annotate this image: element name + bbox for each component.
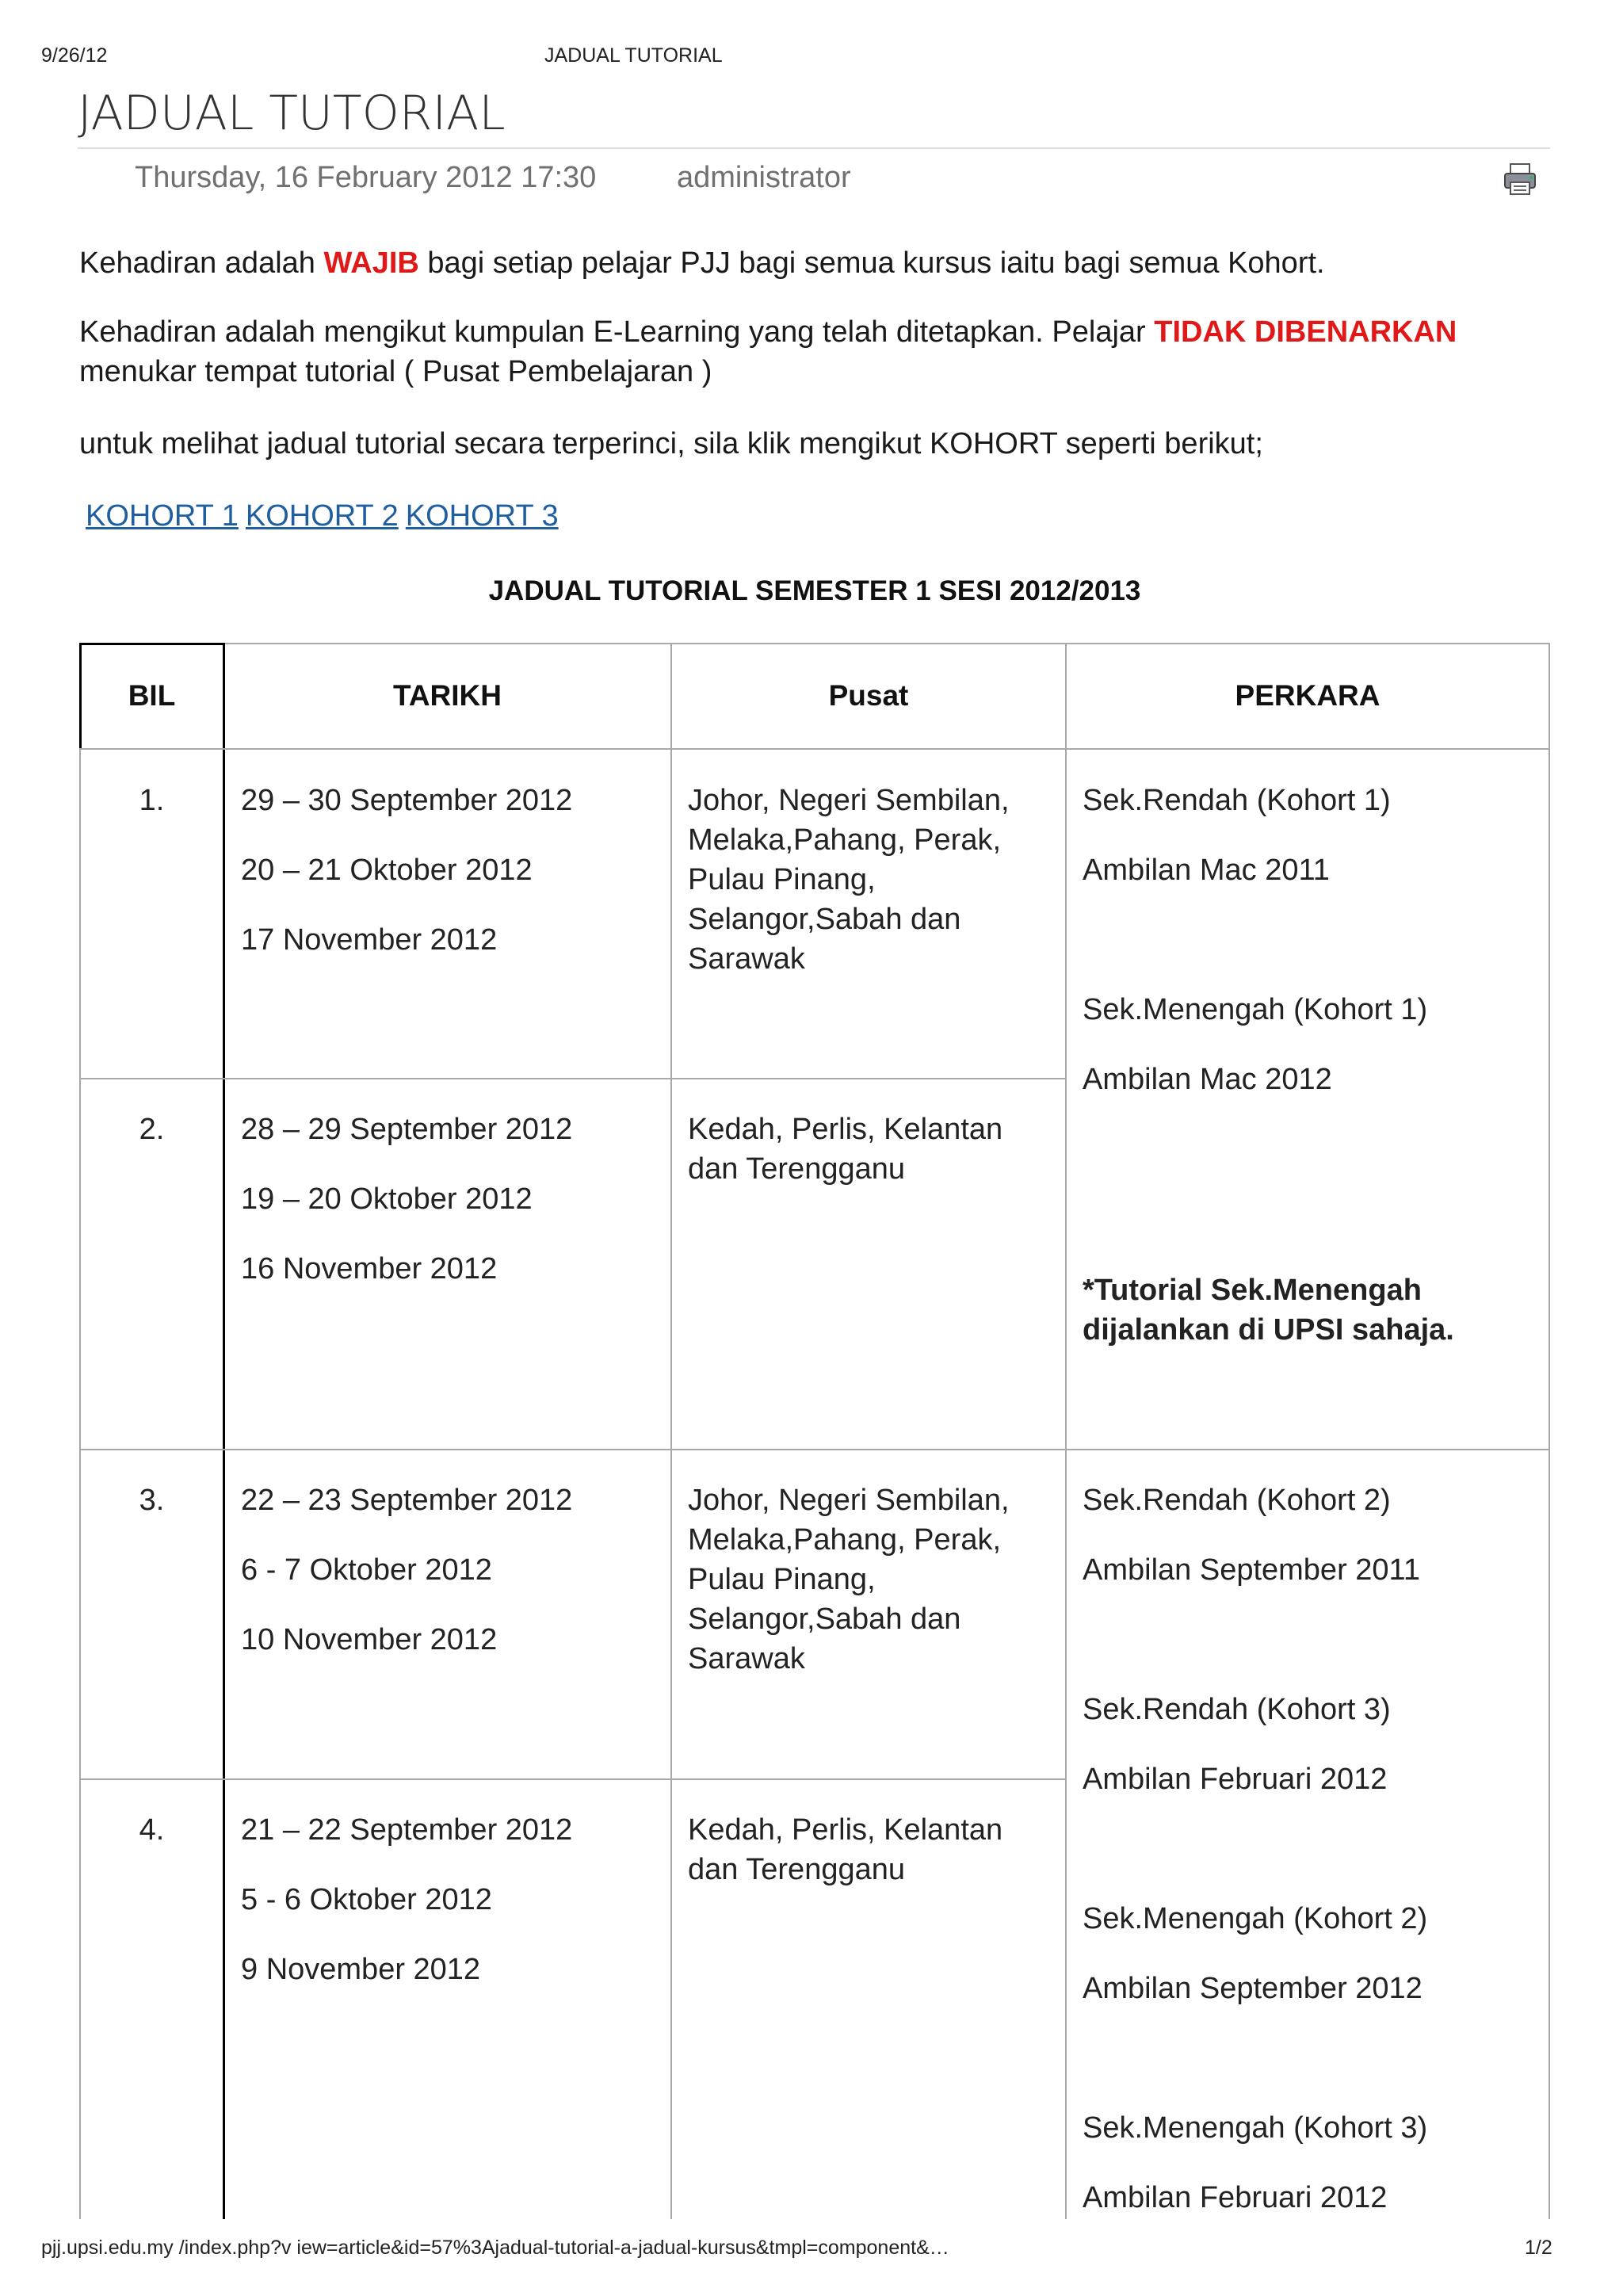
perkara-note-line-1: *Tutorial Sek.Menengah <box>1083 1274 1422 1307</box>
row-1-pusat-line: Sarawak <box>688 942 805 976</box>
article-author: administrator <box>677 161 851 194</box>
p1-emphasis: WAJIB <box>323 246 419 280</box>
p1-text-a: Kehadiran adalah <box>79 246 324 280</box>
attendance-paragraph <box>79 243 1553 283</box>
row-1-dates <box>241 781 572 990</box>
row-2-date-1: 28 – 29 September 2012 <box>241 1113 573 1146</box>
header-bil: BIL <box>128 679 176 712</box>
row-4-dates <box>241 1810 572 2019</box>
row-3-pusat-line: Selangor,Sabah dan <box>688 1603 961 1636</box>
header-divider <box>79 748 1550 750</box>
row-3-pusat <box>688 1480 1060 1679</box>
row-3-pusat-line: Melaka,Pahang, Perak, <box>688 1523 1002 1557</box>
row-2-pusat-line: Kedah, Perlis, Kelantan <box>688 1113 1003 1146</box>
row-2-pusat <box>688 1110 1060 1189</box>
row-1-bil: 1. <box>139 784 165 817</box>
row-4-pusat-line: Kedah, Perlis, Kelantan <box>688 1813 1003 1847</box>
row-1-date-1: 29 – 30 September 2012 <box>241 784 573 817</box>
row-3-pusat-line: Pulau Pinang, <box>688 1563 876 1596</box>
row-3-date-1: 22 – 23 September 2012 <box>241 1484 573 1517</box>
table-divider-tarikh <box>670 643 672 2296</box>
group-paragraph <box>79 312 1553 392</box>
row-3-bil: 3. <box>139 1484 165 1517</box>
perkara-note <box>1083 1270 1454 1350</box>
header-pusat: Pusat <box>828 679 909 712</box>
table-divider-pusat <box>1065 643 1067 2296</box>
row-2-dates <box>241 1110 572 1319</box>
p2-text-a: Kehadiran adalah mengikut kumpulan E-Learning yang telah ditetapkan. Pelajar <box>79 315 1155 349</box>
row-2-bil: 2. <box>139 1113 165 1146</box>
row-divider-3 <box>79 1778 1067 1780</box>
header-perkara: PERKARA <box>1235 679 1381 712</box>
row-1-pusat-line: Johor, Negeri Sembilan, <box>688 784 1010 817</box>
perkara-group-1-item-1: Sek.Rendah (Kohort 1) <box>1083 784 1391 817</box>
footer-page-number: 1/2 <box>1525 2237 1552 2259</box>
row-4-date-2: 5 - 6 Oktober 2012 <box>241 1883 492 1916</box>
p2-emphasis: TIDAK DIBENARKAN <box>1154 315 1457 349</box>
row-1-date-3: 17 November 2012 <box>241 923 498 957</box>
header-tarikh: TARIKH <box>392 679 502 712</box>
row-1-pusat-line: Pulau Pinang, <box>688 863 876 896</box>
perkara-group-1-item-4: Ambilan Mac 2012 <box>1083 1063 1332 1096</box>
footer-url: pjj.upsi.edu.my /index.php?v iew=article&id=57%3Ajadual-tutorial-a-jadual-kursus&tmpl=component&… <box>41 2237 949 2259</box>
perkara-group-2-item-1: Sek.Rendah (Kohort 2) <box>1083 1484 1391 1517</box>
row-2-date-2: 19 – 20 Oktober 2012 <box>241 1182 533 1216</box>
row-2-pusat-line: dan Terengganu <box>688 1152 905 1186</box>
perkara-group-2-item-8: Ambilan Februari 2012 <box>1083 2181 1388 2214</box>
p2-text-b: menukar tempat tutorial ( Pusat Pembelajaran ) <box>79 355 712 388</box>
p1-text-b: bagi setiap pelajar PJJ bagi semua kursus iaitu bagi semua Kohort. <box>418 246 1325 280</box>
row-3-date-3: 10 November 2012 <box>241 1623 498 1656</box>
table-border-left <box>79 748 81 2296</box>
perkara-group-2-item-2: Ambilan September 2011 <box>1083 1553 1420 1587</box>
row-1-pusat-line: Selangor,Sabah dan <box>688 903 961 936</box>
perkara-group-2-item-7: Sek.Menengah (Kohort 3) <box>1083 2111 1428 2145</box>
row-3-dates <box>241 1480 572 1690</box>
row-4-pusat <box>688 1810 1060 1889</box>
perkara-group-2-item-6: Ambilan September 2012 <box>1083 1972 1423 2005</box>
kohort-2-link[interactable]: KOHORT 2 <box>245 499 399 533</box>
perkara-group-2-item-4: Ambilan Februari 2012 <box>1083 1763 1388 1796</box>
group-divider <box>79 1449 1550 1450</box>
row-3-pusat-line: Sarawak <box>688 1642 805 1675</box>
article-date: Thursday, 16 February 2012 17:30 <box>135 161 597 194</box>
table-border-right <box>1549 643 1550 2296</box>
row-2-date-3: 16 November 2012 <box>241 1252 498 1286</box>
perkara-group-1-item-3: Sek.Menengah (Kohort 1) <box>1083 993 1428 1026</box>
row-3-date-2: 6 - 7 Oktober 2012 <box>241 1553 492 1587</box>
table-divider-bil <box>223 643 225 2296</box>
kohort-1-link[interactable]: KOHORT 1 <box>86 499 239 533</box>
row-divider-1 <box>79 1078 1067 1079</box>
row-1-date-2: 20 – 21 Oktober 2012 <box>241 854 533 887</box>
print-title: JADUAL TUTORIAL <box>544 44 723 67</box>
row-4-date-3: 9 November 2012 <box>241 1953 481 1986</box>
perkara-group-1-item-2: Ambilan Mac 2011 <box>1083 854 1330 887</box>
instruction-paragraph: untuk melihat jadual tutorial secara terperinci, sila klik mengikut KOHORT seperti berikut; <box>79 427 1263 460</box>
row-4-date-1: 21 – 22 September 2012 <box>241 1813 573 1847</box>
row-4-pusat-line: dan Terengganu <box>688 1853 905 1886</box>
row-1-pusat-line: Melaka,Pahang, Perak, <box>688 823 1002 857</box>
page-title: JADUAL TUTORIAL <box>78 79 1550 149</box>
printer-icon[interactable] <box>1503 162 1537 197</box>
kohort-3-link[interactable]: KOHORT 3 <box>405 499 559 533</box>
row-1-pusat <box>688 781 1060 979</box>
kohort-links <box>86 499 566 533</box>
row-3-pusat-line: Johor, Negeri Sembilan, <box>688 1484 1010 1517</box>
perkara-group-2-item-5: Sek.Menengah (Kohort 2) <box>1083 1902 1428 1935</box>
perkara-group-2-item-3: Sek.Rendah (Kohort 3) <box>1083 1693 1391 1726</box>
print-date: 9/26/12 <box>41 44 108 67</box>
perkara-note-line-2: dijalankan di UPSI sahaja. <box>1083 1313 1454 1347</box>
row-4-bil: 4. <box>139 1813 165 1847</box>
table-title: JADUAL TUTORIAL SEMESTER 1 SESI 2012/2013 <box>488 575 1141 606</box>
